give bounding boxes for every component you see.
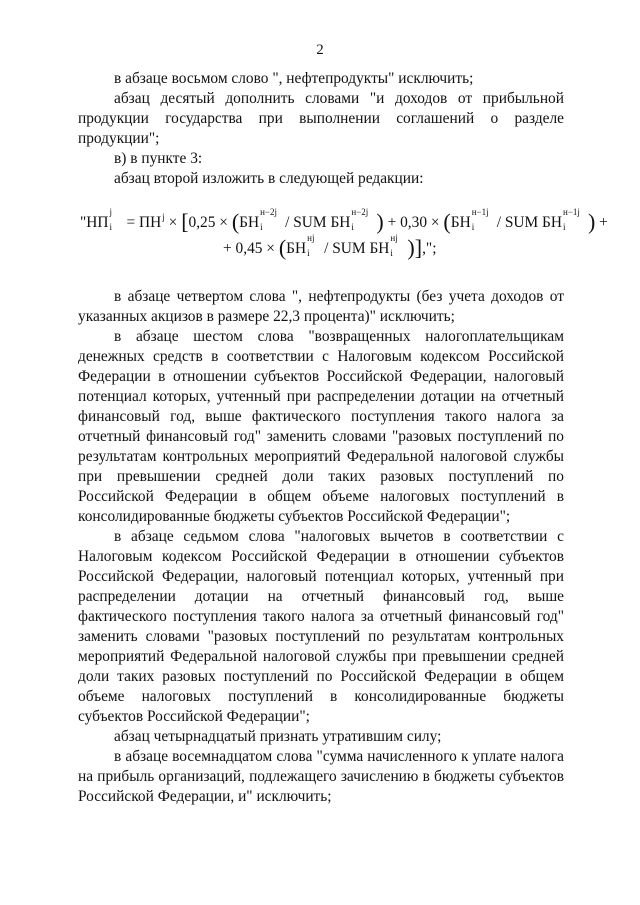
page-number: 2 xyxy=(316,42,324,58)
formula-block xyxy=(78,205,608,261)
document-body xyxy=(78,69,608,807)
paragraph-9: в абзаце восемнадцатом слова "сумма начисленного к уплате налога на прибыль организаций, подлежащего зачислению в бюджеты субъектов Российской Федерации, и" исключить; xyxy=(78,748,564,805)
paragraph-4: абзац второй изложить в следующей редакции: xyxy=(114,170,424,187)
paragraph-1: в абзаце восьмом слово ", нефтепродукты" исключить; xyxy=(114,70,474,87)
paragraph-2: абзац десятый дополнить словами "и доходов от прибыльной продукции государства при выполнении соглашений о разделе продукции"; xyxy=(78,90,564,147)
paragraph-7: в абзаце седьмом слова "налоговых вычетов в соответствии с Налоговым кодексом Российской Федерации в отношении субъектов Российской Федерации, налоговый потенциал которых, учтенный при распределении дотации на отчетный финансовый год, выше фактического поступления такого налога за отчетный финансовый год" заменить словами "разовых поступлений по результатам контрольных мероприятий Федеральной налоговой службы при превышении средней доли таких разовых поступлений по Российской Федерации в общем объеме налоговых поступлений в консолидированные бюджеты субъектов Российской Федерации"; xyxy=(78,528,564,725)
formula-line-1: "НП j i = $ПН^j \times [0,25 \times (БН$ н−2j i / SUM БН н−2j i ) + 0,30 × (БН н−1j i / SUM БН н−1j i ) + xyxy=(80,207,608,234)
paragraph-3: в) в пункте 3: xyxy=(114,150,203,167)
formula-line-2: + 0,45 × (БН нj i / SUM БН нj i )],"; xyxy=(223,233,437,260)
paragraph-5: в абзаце четвертом слова ", нефтепродукты (без учета доходов от указанных акцизов в размере 22,3 процента)" исключить; xyxy=(78,288,564,325)
paragraph-6: в абзаце шестом слова "возвращенных налогоплательщикам денежных средств в соответствии с Налоговым кодексом Российской Федерации в отношении субъектов Российской Федерации, налоговый потенциал которых, учтенный при распределении дотации на отчетный финансовый год, выше фактического поступления такого налога за отчетный финансовый год" заменить словами "разовых поступлений по результатам контрольных мероприятий Федеральной налоговой службы при превышении средней доли таких разовых поступлений по Российской Федерации в общем объеме налоговых поступлений в консолидированные бюджеты субъектов Российской Федерации"; xyxy=(78,328,564,525)
paragraph-8: абзац четырнадцатый признать утратившим силу; xyxy=(114,728,442,745)
